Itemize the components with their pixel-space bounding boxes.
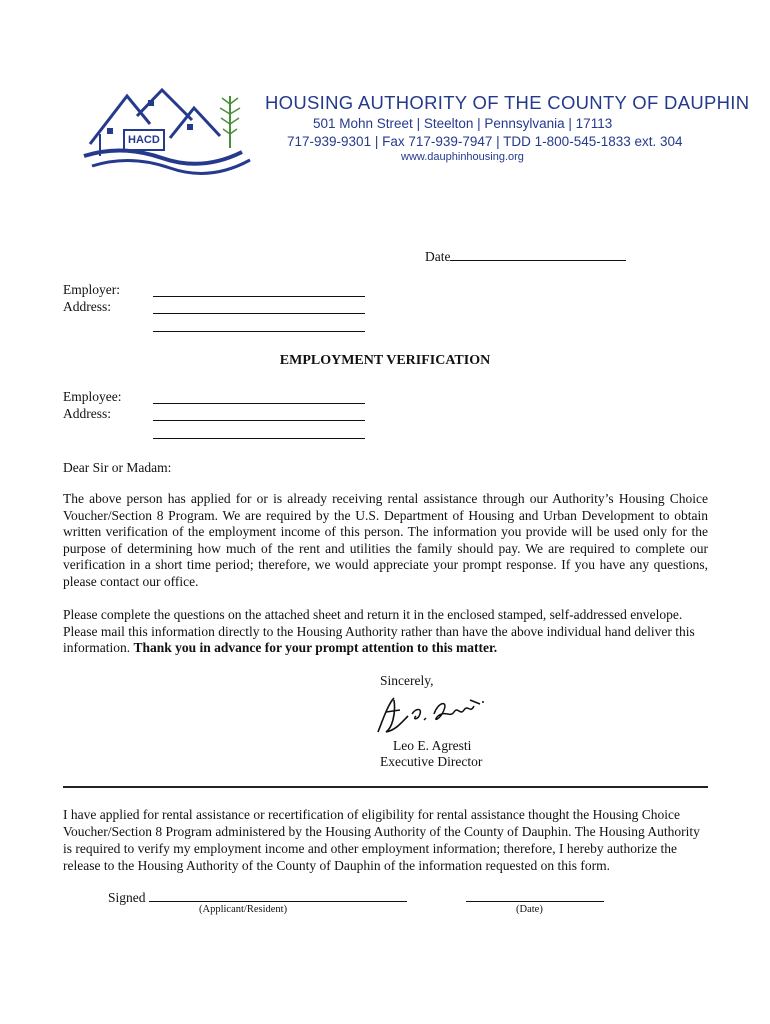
employee-name-line[interactable]	[153, 403, 365, 404]
signed-label: Signed	[108, 890, 146, 905]
employer-address-line-2[interactable]	[153, 331, 365, 332]
logo-text: HACD	[128, 134, 160, 146]
employee-label: Employee:	[63, 389, 122, 404]
greeting: Dear Sir or Madam:	[63, 460, 172, 475]
signature-image	[372, 692, 492, 736]
paragraph-2	[63, 607, 711, 657]
authorization-text: I have applied for rental assistance or recertification of eligibility for rental assistance thought the Housing Choice Voucher/Section 8 Program administered by the Housing Authority of the County of Dauphin. The Housing Authority is required to verify my employment income and other employment information; therefore, I hereby authorize the release to the Housing Authority of the County of Dauphin of the information requested on this form.	[63, 807, 700, 873]
hacd-logo	[82, 86, 252, 178]
form-title: EMPLOYMENT VERIFICATION	[279, 353, 491, 368]
employer-address-label: Address:	[63, 299, 111, 314]
paragraph-1: The above person has applied for or is already receiving rental assistance through our Authority’s Housing Choice Voucher/Section 8 Program. We are required by the U.S. Department of Housing and Urban Development to obtain written verification of the employment income of this person. The information you provide will be used only for the purpose of determining how much of the rent and utilities the family should pay. We are required to complete our verification in a short time period; therefore, we would appreciate your prompt response. If you have any questions, please contact our office.	[63, 491, 708, 589]
date-field[interactable]	[425, 247, 626, 266]
date-line[interactable]	[450, 247, 626, 261]
applicant-signature-line[interactable]	[149, 888, 407, 902]
applicant-caption: (Applicant/Resident)	[199, 904, 288, 915]
employer-label: Employer:	[63, 282, 120, 297]
org-phone: 717-939-9301 | Fax 717-939-7947 | TDD 1-800-545-1833 ext. 304	[287, 134, 683, 149]
employee-address-line-1[interactable]	[153, 420, 365, 421]
signer-name: Leo E. Agresti	[393, 738, 472, 753]
signer-title: Executive Director	[380, 754, 483, 769]
org-name: HOUSING AUTHORITY OF THE COUNTY OF DAUPHIN	[265, 92, 750, 113]
signature-date-line[interactable]	[466, 901, 604, 902]
date-caption: (Date)	[516, 904, 543, 915]
employee-address-line-2[interactable]	[153, 438, 365, 439]
closing: Sincerely,	[380, 673, 434, 688]
employer-address-line-1[interactable]	[153, 313, 365, 314]
paragraph-2-text: Please complete the questions on the attached sheet and return it in the enclosed stamped, self-addressed envelope. Please mail this information directly to the Housing Authority rather than have the above individual hand deliver this information.	[63, 607, 695, 656]
employee-address-label: Address:	[63, 406, 111, 421]
employer-name-line[interactable]	[153, 296, 365, 297]
date-label: Date	[425, 249, 451, 264]
section-divider	[63, 786, 708, 788]
org-website[interactable]: www.dauphinhousing.org	[401, 151, 524, 163]
paragraph-2-bold: Thank you in advance for your prompt attention to this matter.	[133, 640, 498, 656]
org-address: 501 Mohn Street | Steelton | Pennsylvania | 17113	[313, 116, 613, 131]
